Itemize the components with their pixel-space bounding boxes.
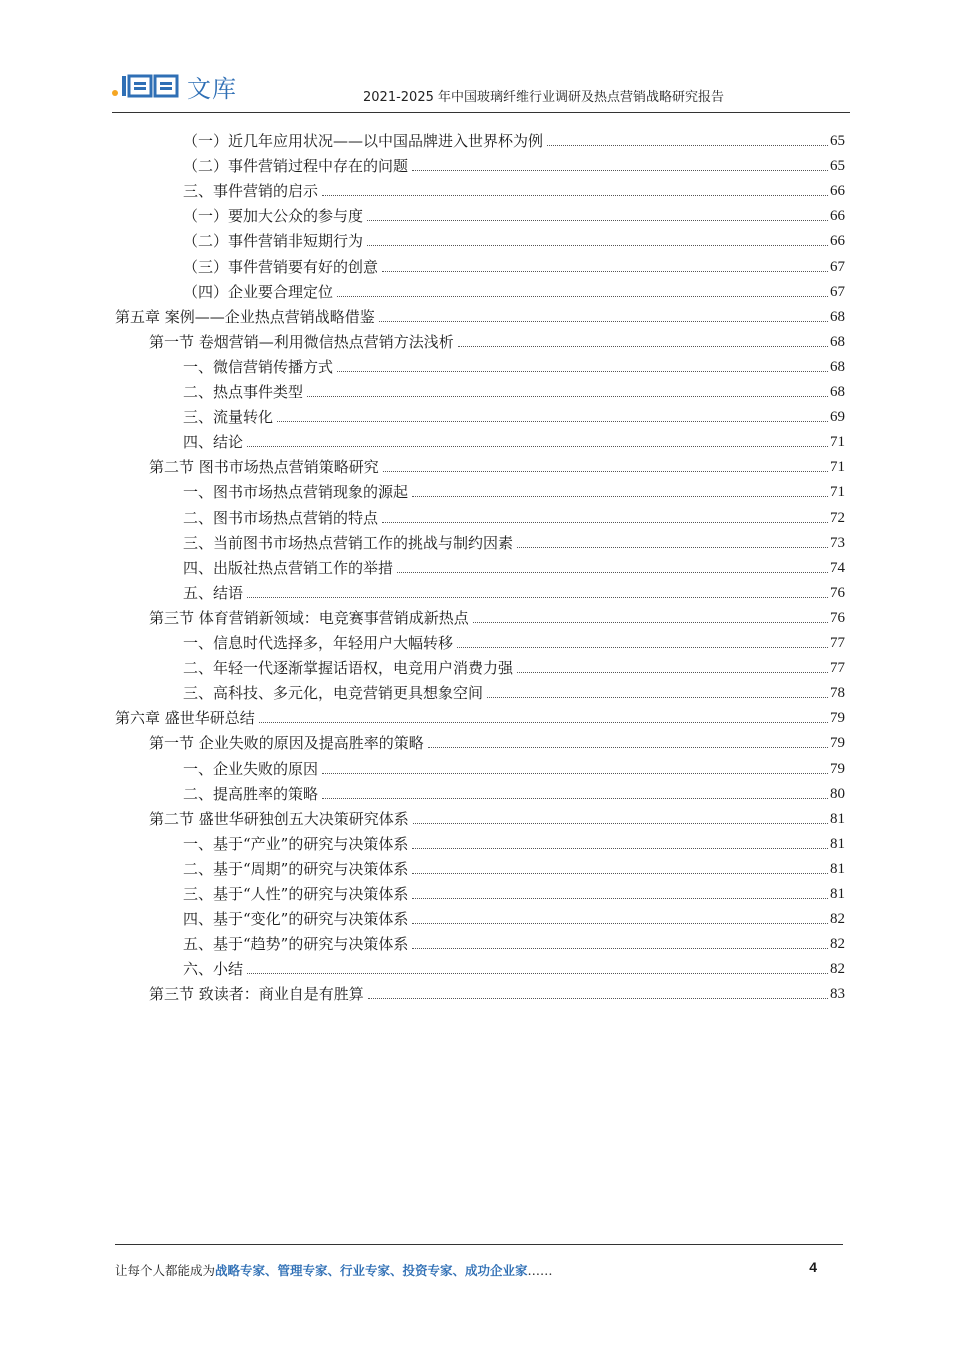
footer-slogan <box>115 1261 553 1279</box>
toc-entry-label: 二、年轻一代逐渐掌握话语权，电竞用户消费力强 <box>183 659 514 678</box>
toc-entry-label: 第一节 卷烟营销—利用微信热点营销方法浅析 <box>149 332 454 351</box>
toc-leader-dots <box>367 244 828 246</box>
toc-entry[interactable] <box>149 730 845 754</box>
toc-leader-dots <box>368 997 828 999</box>
toc-entry-page: 80 <box>830 785 845 802</box>
toc-entry[interactable] <box>183 279 845 303</box>
toc-leader-dots <box>413 822 828 824</box>
toc-entry[interactable] <box>183 756 845 780</box>
footer-suffix: …… <box>527 1263 553 1278</box>
toc-entry[interactable] <box>183 153 845 177</box>
toc-entry[interactable] <box>183 931 845 955</box>
toc-entry-label: （一）近几年应用状况——以中国品牌进入世界杯为例 <box>183 132 544 150</box>
toc-entry-page: 79 <box>830 760 845 777</box>
toc-leader-dots <box>379 320 828 322</box>
toc-entry-label: 第三节 体育营销新领域：电竞赛事营销成新热点 <box>149 608 469 627</box>
toc-entry-label: 第二节 盛世华研独创五大决策研究体系 <box>149 809 409 828</box>
toc-entry-page: 79 <box>830 710 845 727</box>
toc-entry[interactable] <box>183 404 845 428</box>
toc-entry[interactable] <box>149 806 845 830</box>
toc-entry-label: （二）事件营销过程中存在的问题 <box>183 157 409 176</box>
toc-entry[interactable] <box>183 630 845 654</box>
toc-entry-label: 二、热点事件类型 <box>183 383 304 401</box>
toc-entry-label: 三、高科技、多元化，电竞营销更具想象空间 <box>183 684 484 703</box>
toc-entry-label: 四、出版社热点营销工作的举措 <box>183 558 394 577</box>
toc-entry-page: 81 <box>830 810 845 827</box>
toc-entry-label: 三、基于“人性”的研究与决策体系 <box>183 885 409 903</box>
toc-leader-dots <box>322 194 828 196</box>
toc-entry-label: （一）要加大公众的参与度 <box>183 207 364 226</box>
toc-entry-page: 77 <box>830 635 845 651</box>
toc-entry[interactable] <box>183 429 845 453</box>
toc-leader-dots <box>337 370 828 372</box>
toc-entry-label: 一、图书市场热点营销现象的源起 <box>183 483 409 502</box>
page-header <box>112 60 850 113</box>
toc-entry-label: 二、提高胜率的策略 <box>183 784 319 803</box>
toc-leader-dots <box>547 144 828 146</box>
toc-entry-page: 68 <box>830 384 845 400</box>
toc-entry-label: 第三节 致读者：商业自是有胜算 <box>149 985 364 1004</box>
toc-entry-label: 三、事件营销的启示 <box>183 182 319 201</box>
toc-entry-label: 一、微信营销传播方式 <box>183 357 334 376</box>
toc-leader-dots <box>412 169 828 171</box>
toc-entry-page: 76 <box>830 609 845 626</box>
toc-entry-label: （三）事件营销要有好的创意 <box>183 257 379 276</box>
toc-entry-page: 69 <box>830 409 845 426</box>
toc-entry-page: 66 <box>830 233 845 250</box>
toc-entry[interactable] <box>183 203 845 227</box>
toc-entry-page: 82 <box>830 936 845 953</box>
logo <box>112 68 237 104</box>
toc-entry-label: 五、结语 <box>183 583 244 602</box>
toc-leader-dots <box>247 972 828 974</box>
toc-entry[interactable] <box>183 906 845 930</box>
toc-leader-dots <box>487 696 828 698</box>
toc-entry-page: 67 <box>830 258 845 275</box>
toc-entry-page: 68 <box>830 333 845 350</box>
toc-entry-page: 83 <box>830 986 845 1003</box>
toc-leader-dots <box>473 621 828 623</box>
toc-leader-dots <box>337 295 828 297</box>
toc-entry-page: 68 <box>830 358 845 375</box>
toc-entry-label: 第一节 企业失败的原因及提高胜率的策略 <box>149 734 424 753</box>
toc-leader-dots <box>383 470 828 472</box>
toc-entry-page: 73 <box>830 534 845 551</box>
toc-leader-dots <box>412 847 828 849</box>
toc-entry-page: 71 <box>830 459 845 476</box>
toc-leader-dots <box>412 897 828 899</box>
toc-entry-page: 78 <box>830 685 845 702</box>
toc-entry[interactable] <box>183 228 845 252</box>
toc-entry[interactable] <box>149 454 845 478</box>
toc-entry[interactable] <box>115 705 845 729</box>
toc-entry-label: 二、基于“周期”的研究与决策体系 <box>183 859 409 878</box>
toc-leader-dots <box>247 596 828 598</box>
toc-entry-page: 74 <box>830 559 845 576</box>
toc-entry[interactable] <box>183 680 845 704</box>
toc-entry-label: 第六章 盛世华研总结 <box>115 709 255 728</box>
toc-entry-label: 一、企业失败的原因 <box>183 759 319 778</box>
toc-entry-page: 67 <box>830 283 845 300</box>
toc-entry-label: 三、当前图书市场热点营销工作的挑战与制约因素 <box>183 533 514 552</box>
toc-leader-dots <box>397 571 828 573</box>
toc-entry[interactable] <box>183 128 845 152</box>
toc-entry[interactable] <box>183 856 845 880</box>
toc-entry[interactable] <box>183 831 845 855</box>
toc-leader-dots <box>517 546 828 548</box>
toc-entry-page: 81 <box>830 835 845 852</box>
toc-leader-dots <box>277 420 828 422</box>
logo-text: 文库 <box>187 74 237 103</box>
toc-entry[interactable] <box>183 956 845 980</box>
toc-leader-dots <box>307 395 828 397</box>
toc-entry-page: 71 <box>830 434 845 451</box>
toc-entry-label: （二）事件营销非短期行为 <box>183 232 364 251</box>
toc-entry-page: 82 <box>830 961 845 978</box>
toc-entry[interactable] <box>183 254 845 278</box>
toc-leader-dots <box>412 495 828 497</box>
toc-entry-label: 六、小结 <box>183 960 244 979</box>
toc-leader-dots <box>458 345 828 347</box>
toc-leader-dots <box>259 721 828 723</box>
toc-leader-dots <box>412 947 828 949</box>
toc-entry-label: 二、图书市场热点营销的特点 <box>183 508 379 527</box>
toc-entry-page: 76 <box>830 584 845 601</box>
toc-entry[interactable] <box>183 881 845 905</box>
toc-entry-page: 65 <box>830 133 845 149</box>
toc-leader-dots <box>412 922 828 924</box>
toc-entry-label: 一、基于“产业”的研究与决策体系 <box>183 834 409 853</box>
toc-entry-label: 第二节 图书市场热点营销策略研究 <box>149 458 379 477</box>
toc-entry[interactable] <box>183 580 845 604</box>
toc-entry[interactable] <box>149 981 845 1005</box>
toc-entry-label: 一、信息时代选择多，年轻用户大幅转移 <box>183 634 454 652</box>
toc-entry[interactable] <box>183 530 845 554</box>
toc-leader-dots <box>428 746 828 748</box>
footer-prefix: 让每个人都能成为 <box>115 1263 216 1278</box>
toc-entry-label: 第五章 案例——企业热点营销战略借鉴 <box>115 307 375 326</box>
toc-entry-label: （四）企业要合理定位 <box>183 282 334 301</box>
toc-entry-page: 81 <box>830 860 845 877</box>
toc-entry[interactable] <box>183 655 845 679</box>
toc-entry-label: 三、流量转化 <box>183 408 274 427</box>
toc-entry-page: 71 <box>830 484 845 501</box>
toc-entry[interactable] <box>115 304 845 328</box>
toc-entry[interactable] <box>183 379 845 403</box>
toc-entry-page: 66 <box>830 183 845 200</box>
toc-entry[interactable] <box>183 178 845 202</box>
logo-dot-icon <box>112 90 118 96</box>
toc-entry[interactable] <box>183 354 845 378</box>
toc-leader-dots <box>382 270 828 272</box>
toc-entry-label: 四、基于“变化”的研究与决策体系 <box>183 910 409 929</box>
toc-entry[interactable] <box>183 479 845 503</box>
toc-leader-dots <box>367 219 828 221</box>
toc-entry[interactable] <box>149 329 845 353</box>
toc-entry-page: 82 <box>830 911 845 928</box>
toc-entry[interactable] <box>149 605 845 629</box>
toc-leader-dots <box>382 521 828 523</box>
toc-entry[interactable] <box>183 505 845 529</box>
page-number: 4 <box>809 1259 817 1275</box>
footer-divider <box>115 1244 843 1245</box>
document-title: 2021-2025 年中国玻璃纤维行业调研及热点营销战略研究报告 <box>363 90 724 105</box>
toc-leader-dots <box>517 671 828 673</box>
toc-entry-page: 68 <box>830 308 845 325</box>
logo-mark-icon <box>121 73 181 99</box>
toc-leader-dots <box>412 872 828 874</box>
footer-highlight: 战略专家、管理专家、行业专家、投资专家、成功企业家 <box>215 1263 528 1278</box>
toc-entry-page: 79 <box>830 735 845 752</box>
toc-entry-page: 81 <box>830 886 845 902</box>
toc-entry-page: 77 <box>830 660 845 677</box>
toc-leader-dots <box>457 646 828 648</box>
toc-entry[interactable] <box>183 555 845 579</box>
toc-entry-page: 72 <box>830 509 845 526</box>
toc-entry[interactable] <box>183 781 845 805</box>
toc-entry-page: 65 <box>830 158 845 175</box>
toc-leader-dots <box>322 797 828 799</box>
toc-entry-page: 66 <box>830 208 845 225</box>
toc-entry-label: 五、基于“趋势”的研究与决策体系 <box>183 935 409 954</box>
toc-entry-label: 四、结论 <box>183 433 244 452</box>
toc-leader-dots <box>322 772 828 774</box>
toc-leader-dots <box>247 445 828 447</box>
